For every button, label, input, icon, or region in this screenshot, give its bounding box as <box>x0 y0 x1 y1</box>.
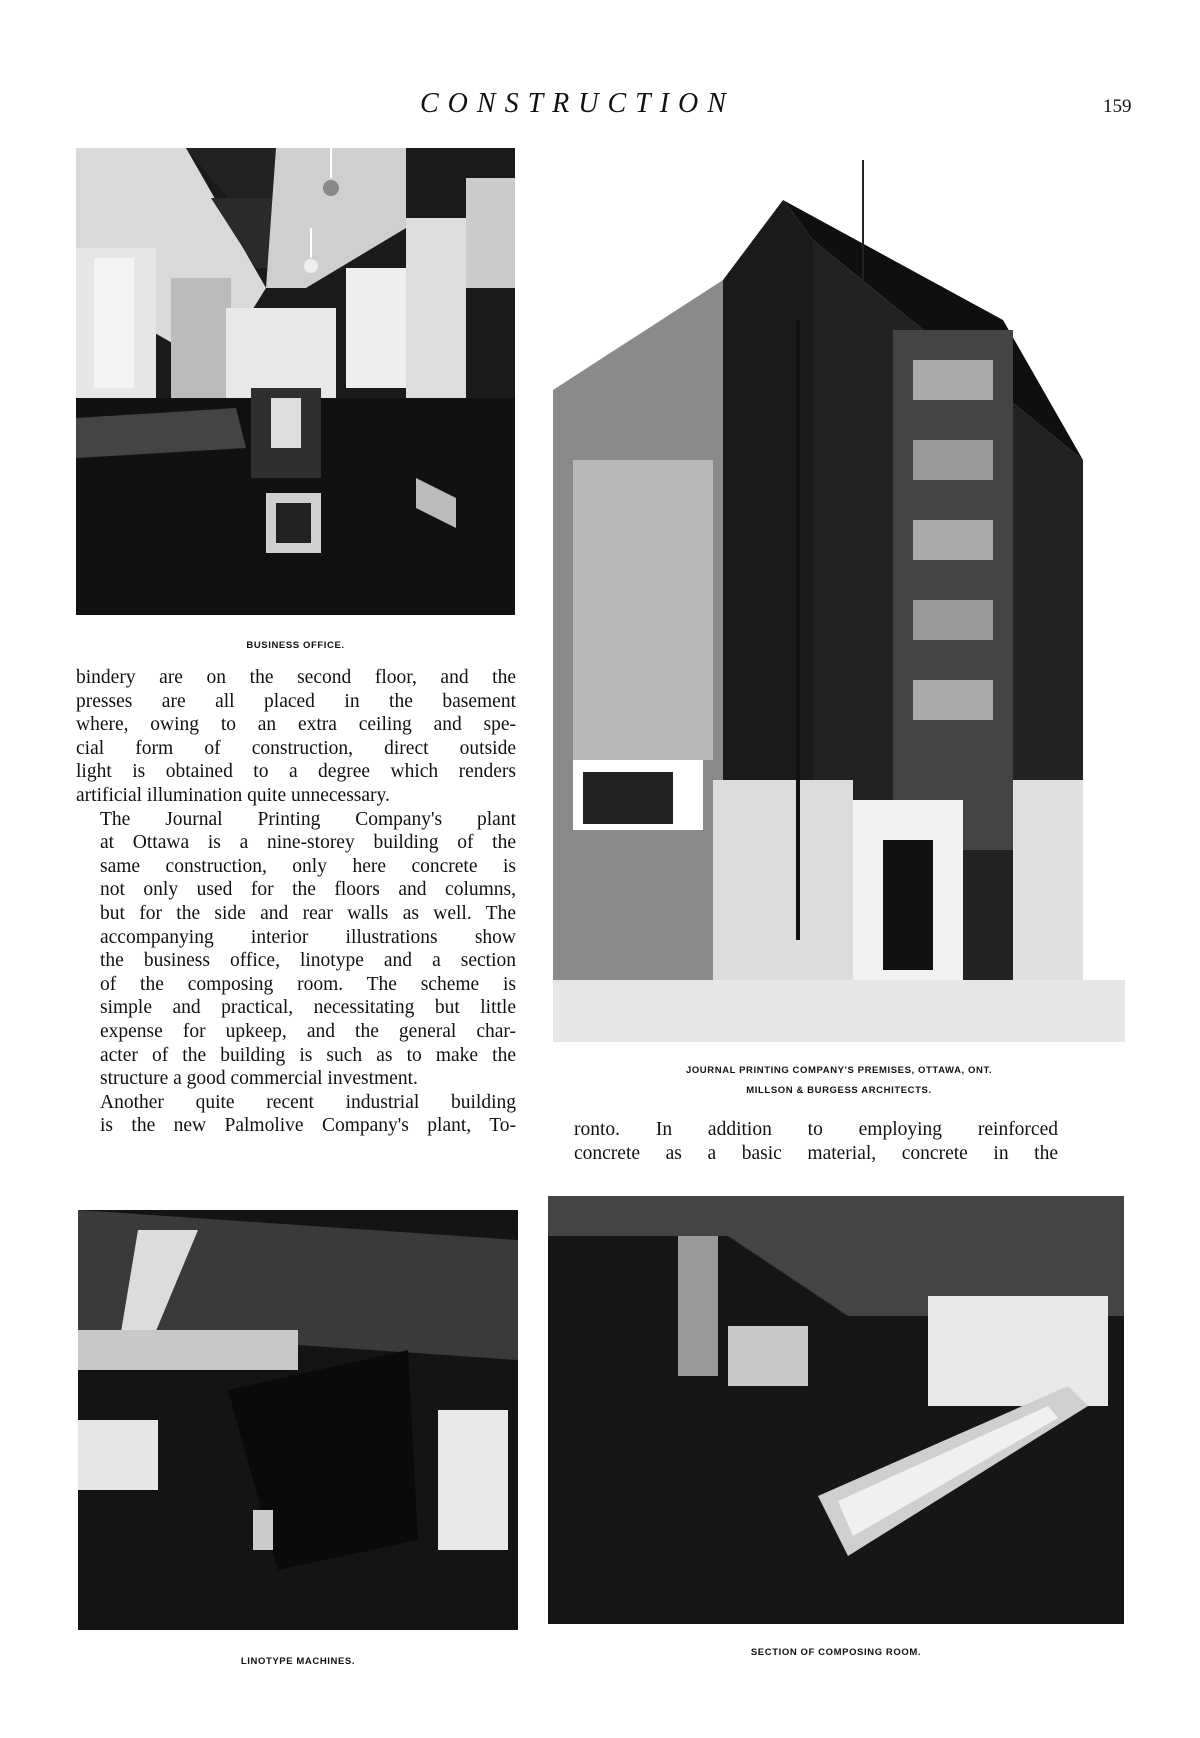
journal-printing-building-photo <box>553 160 1125 1042</box>
text-line: acter of the building is such as to make the <box>100 1044 516 1066</box>
linotype-machines-photo <box>78 1210 518 1630</box>
body-text-right-column <box>574 1118 1058 1165</box>
text-line: is the new Palmolive Company's plant, To- <box>100 1115 516 1137</box>
composing-room-caption: SECTION OF COMPOSING ROOM. <box>750 1647 922 1658</box>
text-line: at Ottawa is a nine-storey building of the <box>100 832 516 854</box>
business-office-caption: BUSINESS OFFICE. <box>246 640 345 651</box>
text-line: expense for upkeep, and the general char- <box>100 1020 516 1042</box>
text-line: The Journal Printing Company's plant <box>100 808 516 830</box>
paragraph-palmolive <box>76 1091 516 1138</box>
paragraph-bindery <box>76 666 516 808</box>
building-caption-line1: JOURNAL PRINTING COMPANY'S PREMISES, OTTAWA, ONT. <box>685 1065 993 1076</box>
text-line: accompanying interior illustrations show <box>100 926 516 948</box>
text-line: artificial illumination quite unnecessary. <box>76 784 390 806</box>
text-line: simple and practical, necessitating but little <box>100 997 516 1019</box>
text-line: light is obtained to a degree which renders <box>76 761 516 783</box>
text-line: of the composing room. The scheme is <box>100 973 516 995</box>
business-office-photo <box>76 148 515 615</box>
linotype-caption: LINOTYPE MACHINES. <box>240 1656 356 1667</box>
body-text-left-column <box>76 666 516 1138</box>
running-header-title: CONSTRUCTION <box>420 88 735 119</box>
text-line: where, owing to an extra ceiling and spe- <box>76 714 516 736</box>
text-line: not only used for the floors and columns, <box>100 879 516 901</box>
text-line: bindery are on the second floor, and the <box>76 667 516 688</box>
text-line: ronto. In addition to employing reinforced <box>574 1119 1058 1140</box>
text-line: same construction, only here concrete is <box>100 855 516 877</box>
paragraph-journal-printing <box>76 808 516 1091</box>
text-line: cial form of construction, direct outside <box>76 737 516 759</box>
text-line: concrete as a basic material, concrete in the <box>574 1142 1058 1164</box>
paragraph-toronto <box>574 1118 1058 1165</box>
text-line: the business office, linotype and a section <box>100 950 516 972</box>
text-line: but for the side and rear walls as well. The <box>100 902 516 924</box>
text-line: Another quite recent industrial building <box>100 1091 516 1113</box>
building-caption-line2: MILLSON & BURGESS ARCHITECTS. <box>746 1085 932 1096</box>
page-number: 159 <box>1103 96 1132 117</box>
text-line: presses are all placed in the basement <box>76 690 516 712</box>
composing-room-photo <box>548 1196 1124 1624</box>
text-line: structure a good commercial investment. <box>100 1068 418 1090</box>
